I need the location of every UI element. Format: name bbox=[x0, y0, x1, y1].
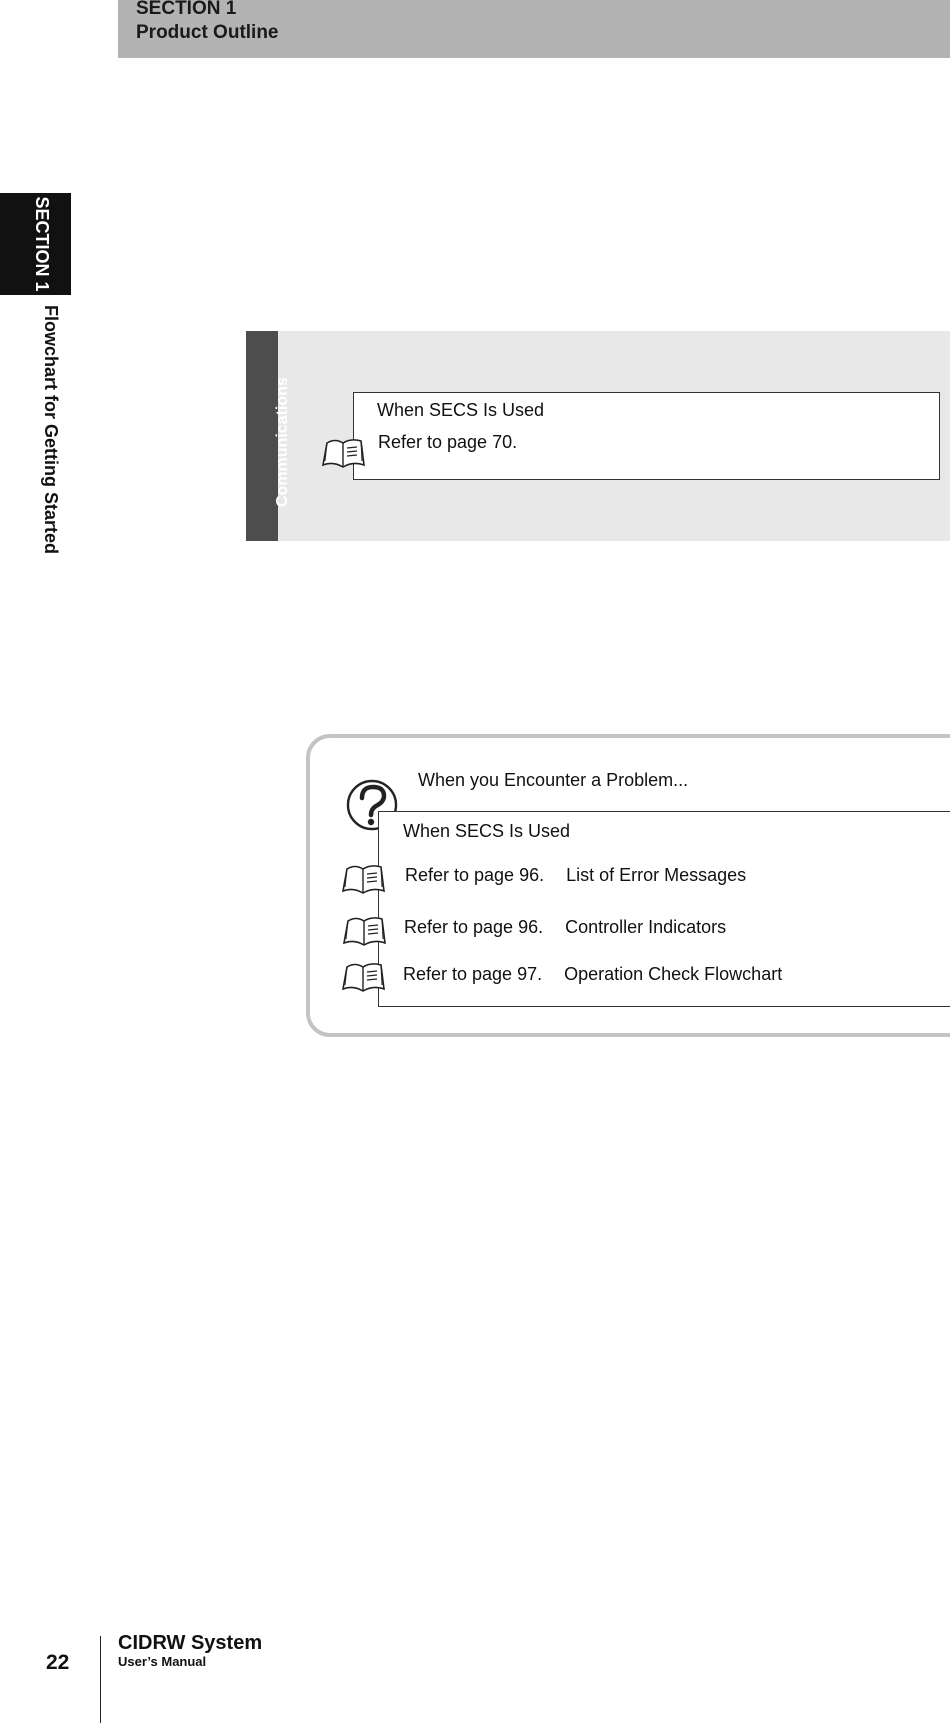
book-icon bbox=[341, 912, 387, 948]
footer-divider bbox=[100, 1636, 101, 1723]
reference-topic: Operation Check Flowchart bbox=[564, 964, 783, 984]
page-number: 22 bbox=[46, 1651, 70, 1674]
reference-topic: List of Error Messages bbox=[566, 865, 747, 885]
reference-topic: Controller Indicators bbox=[565, 917, 727, 937]
side-tab-section-label: SECTION 1 bbox=[32, 196, 52, 292]
reference-page[interactable]: Refer to page 97. bbox=[403, 964, 543, 984]
reference-page[interactable]: Refer to page 96. bbox=[404, 917, 544, 937]
book-icon bbox=[340, 860, 386, 896]
reference-item[interactable] bbox=[405, 864, 746, 886]
header-section-label: SECTION 1 bbox=[136, 0, 237, 19]
footer-manual-name: User’s Manual bbox=[118, 1654, 207, 1669]
reference-page[interactable]: Refer to page 96. bbox=[405, 865, 545, 885]
secs-box-title: When SECS Is Used bbox=[377, 400, 545, 420]
book-icon bbox=[320, 434, 366, 470]
reference-item[interactable] bbox=[403, 963, 782, 985]
problem-box-title: When SECS Is Used bbox=[403, 821, 571, 841]
problem-title: When you Encounter a Problem... bbox=[418, 770, 689, 790]
communications-label: Communications bbox=[274, 377, 291, 507]
book-icon bbox=[340, 958, 386, 994]
header-title: Product Outline bbox=[136, 22, 279, 43]
reference-item[interactable] bbox=[404, 916, 726, 938]
secs-reference-link[interactable]: Refer to page 70. bbox=[378, 432, 518, 452]
side-tab-chapter-label: Flowchart for Getting Started bbox=[41, 305, 61, 555]
footer-product-name: CIDRW System bbox=[118, 1632, 263, 1654]
